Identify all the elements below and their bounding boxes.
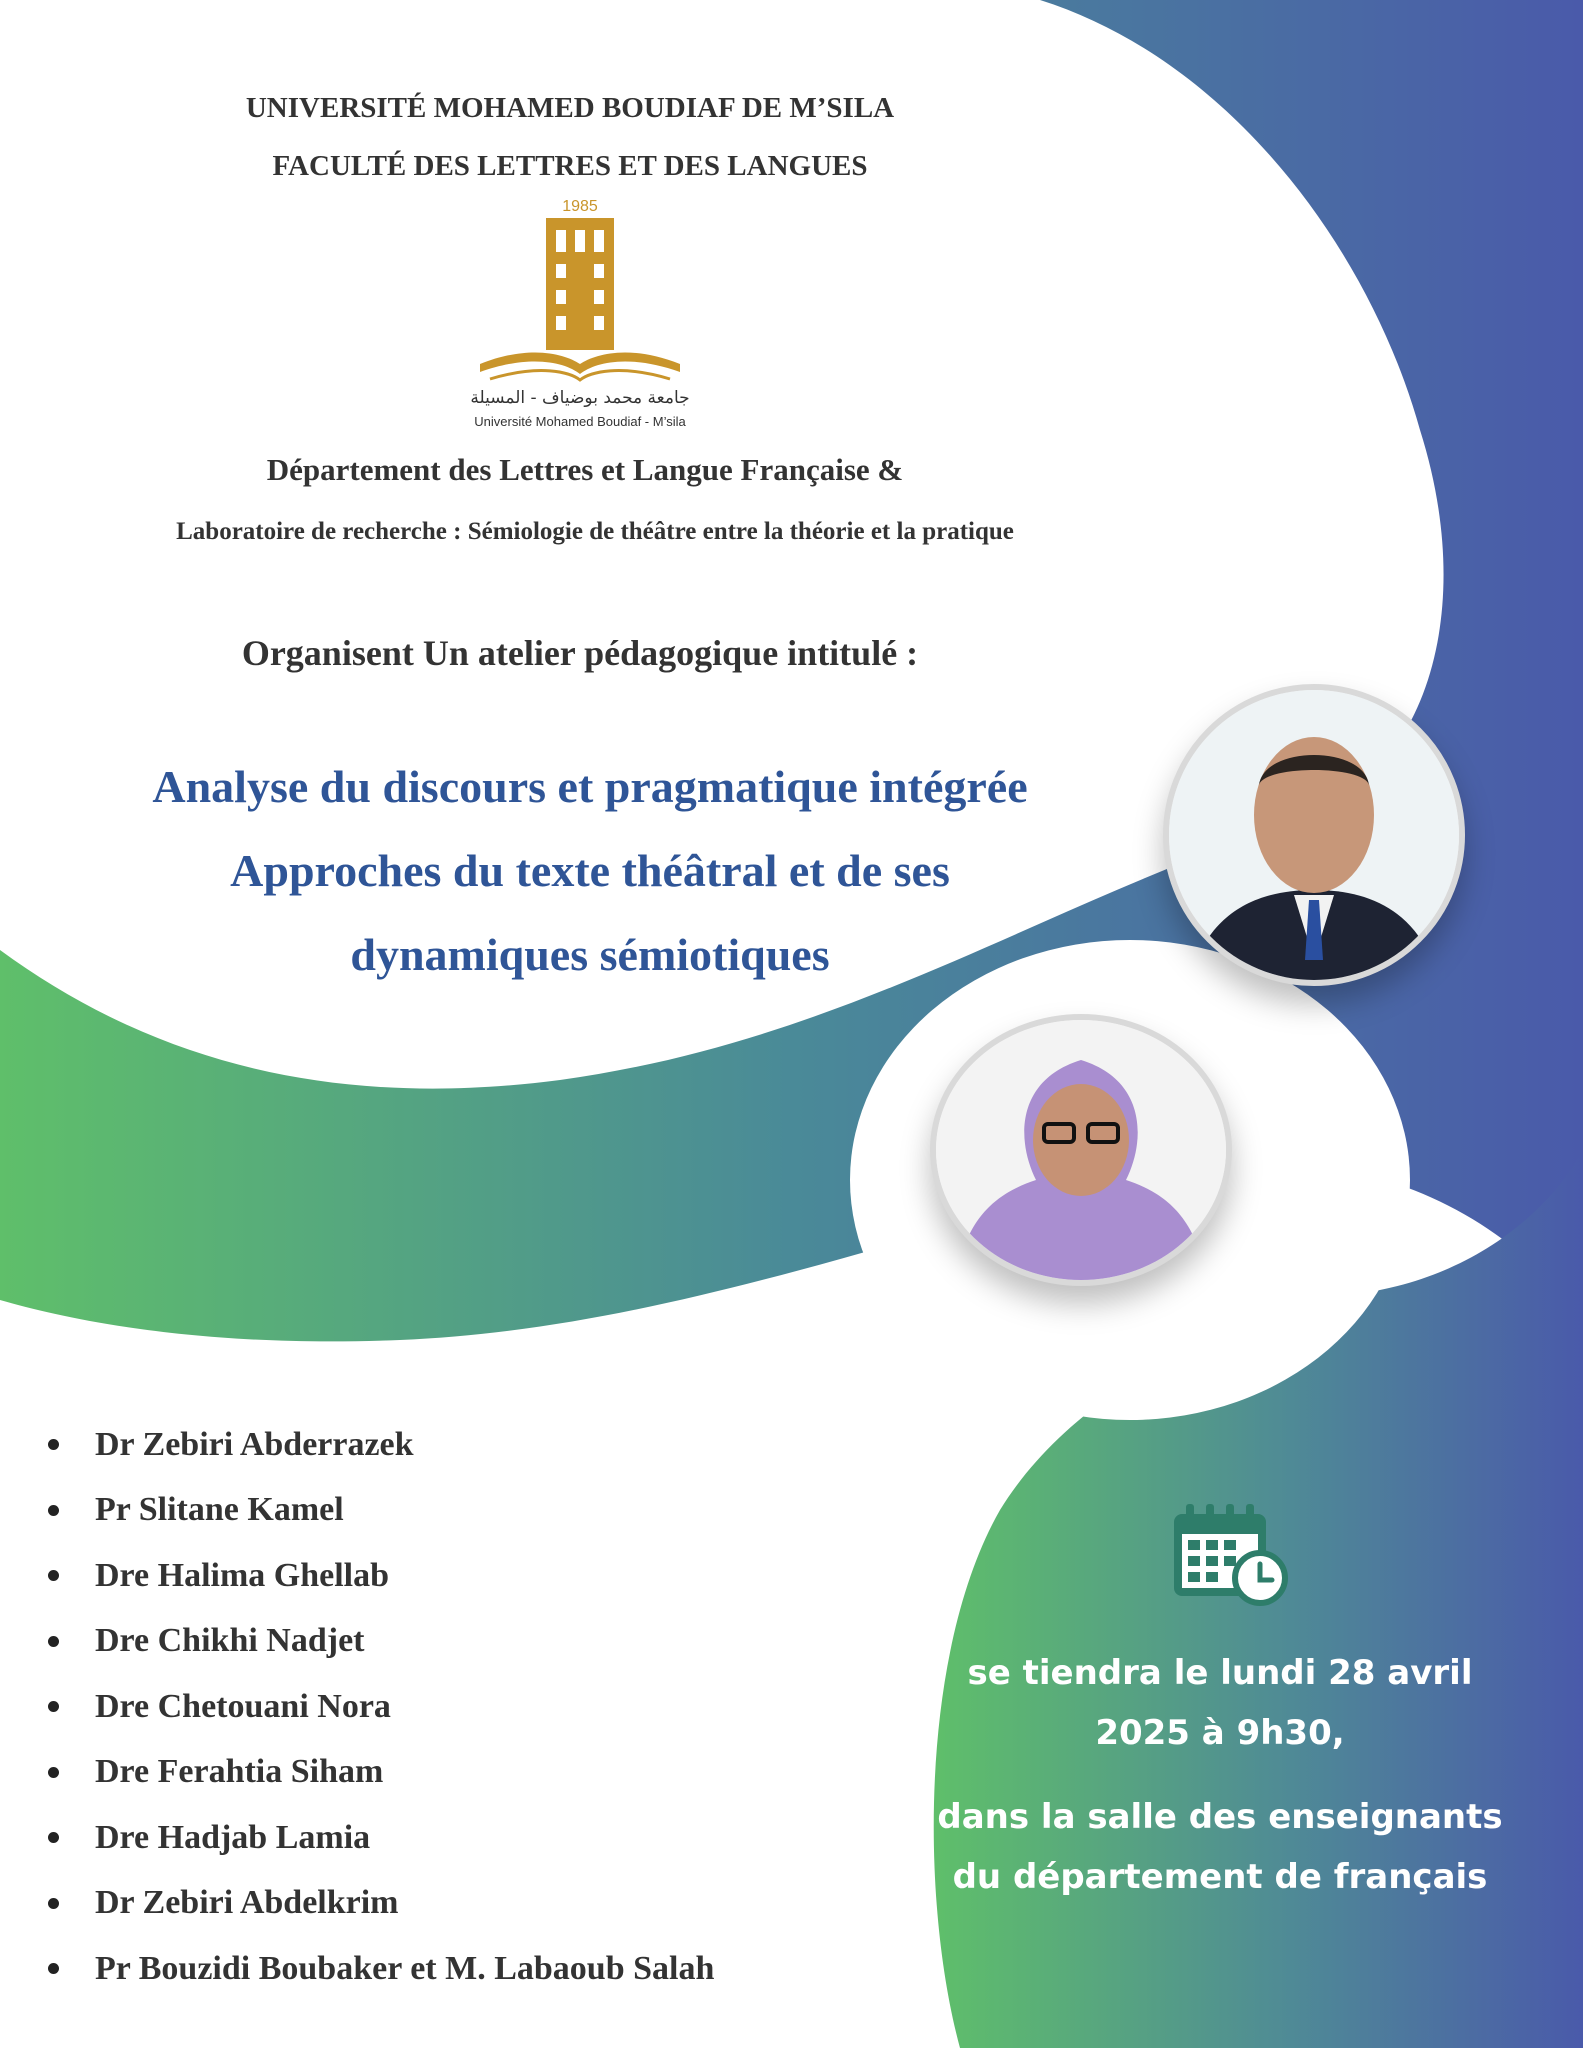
woman-portrait-icon xyxy=(936,1020,1226,1280)
bullet-icon xyxy=(48,1636,59,1647)
event-location-line-2: du département de français xyxy=(952,1857,1488,1897)
logo-year: 1985 xyxy=(562,198,598,215)
list-item xyxy=(48,1936,714,2002)
bullet-icon xyxy=(48,1963,59,1974)
bullet-icon xyxy=(48,1832,59,1843)
bullet-icon xyxy=(48,1767,59,1778)
speaker-photo-1 xyxy=(1163,684,1465,986)
logo-tower-icon xyxy=(470,214,690,404)
man-portrait-icon xyxy=(1169,690,1459,980)
logo-arabic-name: جامعة محمد بوضياف - المسيلة xyxy=(470,388,690,408)
list-item xyxy=(48,1871,714,1937)
participant-name: Dre Chetouani Nora xyxy=(95,1687,391,1725)
title-line-1: Analyse du discours et pragmatique intégrée xyxy=(152,761,1028,812)
university-name: UNIVERSITÉ MOHAMED BOUDIAF DE M’SILA xyxy=(245,92,895,124)
list-item xyxy=(48,1478,714,1544)
bullet-icon xyxy=(48,1898,59,1909)
participant-name: Dre Ferahtia Siham xyxy=(95,1753,384,1791)
logo-latin-name: Université Mohamed Boudiaf - M’sila xyxy=(474,414,686,429)
list-item xyxy=(48,1543,714,1609)
participant-name: Dre Chikhi Nadjet xyxy=(95,1622,365,1660)
university-logo xyxy=(470,196,690,436)
event-date-line-1: se tiendra le lundi 28 avril xyxy=(967,1653,1473,1693)
participant-name: Pr Bouzidi Boubaker et M. Labaoub Salah xyxy=(95,1949,715,1987)
list-item xyxy=(48,1609,714,1675)
participant-name: Dre Halima Ghellab xyxy=(95,1556,390,1594)
participant-name: Dr Zebiri Abderrazek xyxy=(95,1425,414,1463)
department-name: Département des Lettres et Langue Française & xyxy=(266,452,904,487)
list-item xyxy=(48,1412,714,1478)
bullet-icon xyxy=(48,1570,59,1581)
list-item xyxy=(48,1740,714,1806)
title-line-3: dynamiques sémiotiques xyxy=(350,929,830,980)
participant-name: Dr Zebiri Abdelkrim xyxy=(95,1884,399,1922)
faculty-name: FACULTÉ DES LETTRES ET DES LANGUES xyxy=(272,150,868,182)
participants-list xyxy=(48,1412,714,2002)
bullet-icon xyxy=(48,1505,59,1516)
speaker-photo-2 xyxy=(930,1014,1232,1286)
participant-name: Dre Hadjab Lamia xyxy=(95,1818,371,1856)
bullet-icon xyxy=(48,1701,59,1712)
event-location-line-1: dans la salle des enseignants xyxy=(937,1797,1503,1837)
bullet-icon xyxy=(48,1439,59,1450)
intro-text: Organisent Un atelier pédagogique intitulé : xyxy=(241,633,919,673)
list-item xyxy=(48,1674,714,1740)
calendar-clock-icon xyxy=(1170,1500,1288,1608)
list-item xyxy=(48,1805,714,1871)
title-line-2: Approches du texte théâtral et de ses xyxy=(230,845,950,896)
participant-name: Pr Slitane Kamel xyxy=(95,1491,344,1529)
laboratory-name: Laboratoire de recherche : Sémiologie de théâtre entre la théorie et la pratique xyxy=(176,518,1014,545)
event-date-line-2: 2025 à 9h30, xyxy=(1095,1713,1345,1753)
